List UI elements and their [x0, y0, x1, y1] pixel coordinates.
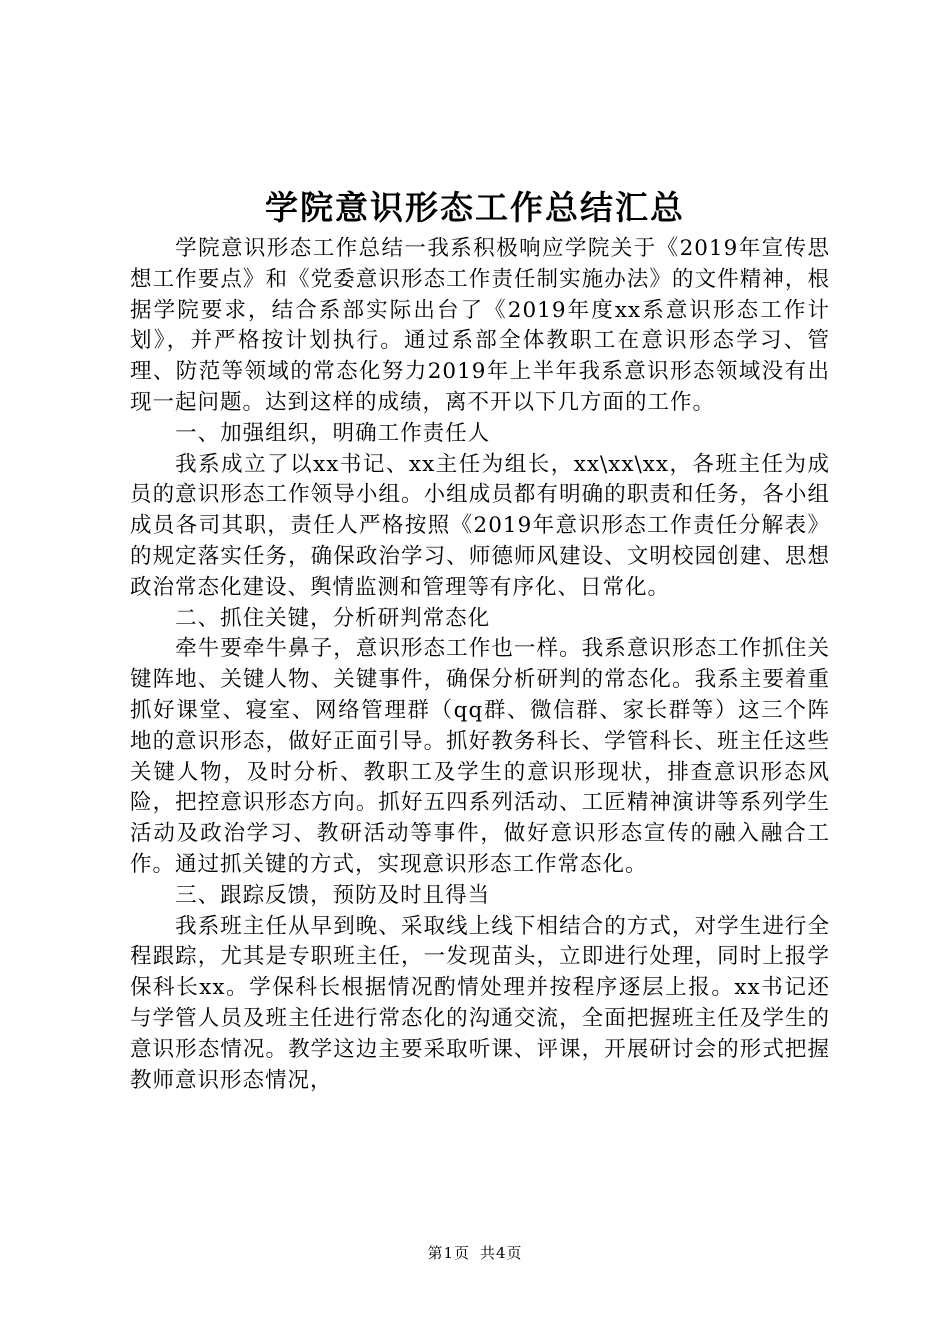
document-title: 学院意识形态工作总结汇总 [265, 188, 685, 227]
section-paragraph-1: 我系成立了以xx书记、xx主任为组长，xx\xx\xx，各班主任为成员的意识形态工作领导小组。小组成员都有明确的职责和任务，各小组成员各司其职，责任人严格按照《2019年意识形态工作责任分解表》的规定落实任务，确保政治学习、师德师风建设、文明校园创建、思想政治常态化建设、舆情监测和管理等有序化、日常化。 [130, 451, 830, 600]
section-paragraph-3: 我系班主任从早到晚、采取线上线下相结合的方式，对学生进行全程跟踪，尤其是专职班主任，一发现苗头，立即进行处理，同时上报学保科长xx。学保科长根据情况酌情处理并按程序逐层上报。xx书记还与学管人员及班主任进行常态化的沟通交流，全面把握班主任及学生的意识形态情况。教学这边主要采取听课、评课，开展研讨会的形式把握教师意识形态情况， [130, 913, 830, 1093]
section-heading-2: 二、抓住关键，分析研判常态化 [175, 605, 491, 631]
section-paragraph-2: 牵牛要牵牛鼻子，意识形态工作也一样。我系意识形态工作抓住关键阵地、关键人物、关键事件，确保分析研判的常态化。我系主要着重抓好课堂、寝室、网络管理群（qq群、微信群、家长群等）这三个阵地的意识形态，做好正面引导。抓好教务科长、学管科长、班主任这些关键人物，及时分析、教职工及学生的意识形现状，排查意识形态风险，把控意识形态方向。抓好五四系列活动、工匠精神演讲等系列学生活动及政治学习、教研活动等事件，做好意识形态宣传的融入融合工作。通过抓关键的方式，实现意识形态工作常态化。 [130, 636, 830, 877]
page-total: 共4页 [480, 1244, 523, 1262]
page-footer [0, 1243, 950, 1263]
section-heading-1: 一、加强组织，明确工作责任人 [175, 420, 491, 446]
document-body [130, 234, 830, 1096]
section-heading-3: 三、跟踪反馈，预防及时且得当 [175, 882, 491, 908]
page-number: 第1页 [427, 1244, 470, 1262]
intro-paragraph: 学院意识形态工作总结一我系积极响应学院关于《2019年宣传思想工作要点》和《党委意识形态工作责任制实施办法》的文件精神，根据学院要求，结合系部实际出台了《2019年度xx系意识形态工作计划》，并严格按计划执行。通过系部全体教职工在意识形态学习、管理、防范等领域的常态化努力2019年上半年我系意识形态领域没有出现一起问题。达到这样的成绩，离不开以下几方面的工作。 [130, 236, 830, 415]
